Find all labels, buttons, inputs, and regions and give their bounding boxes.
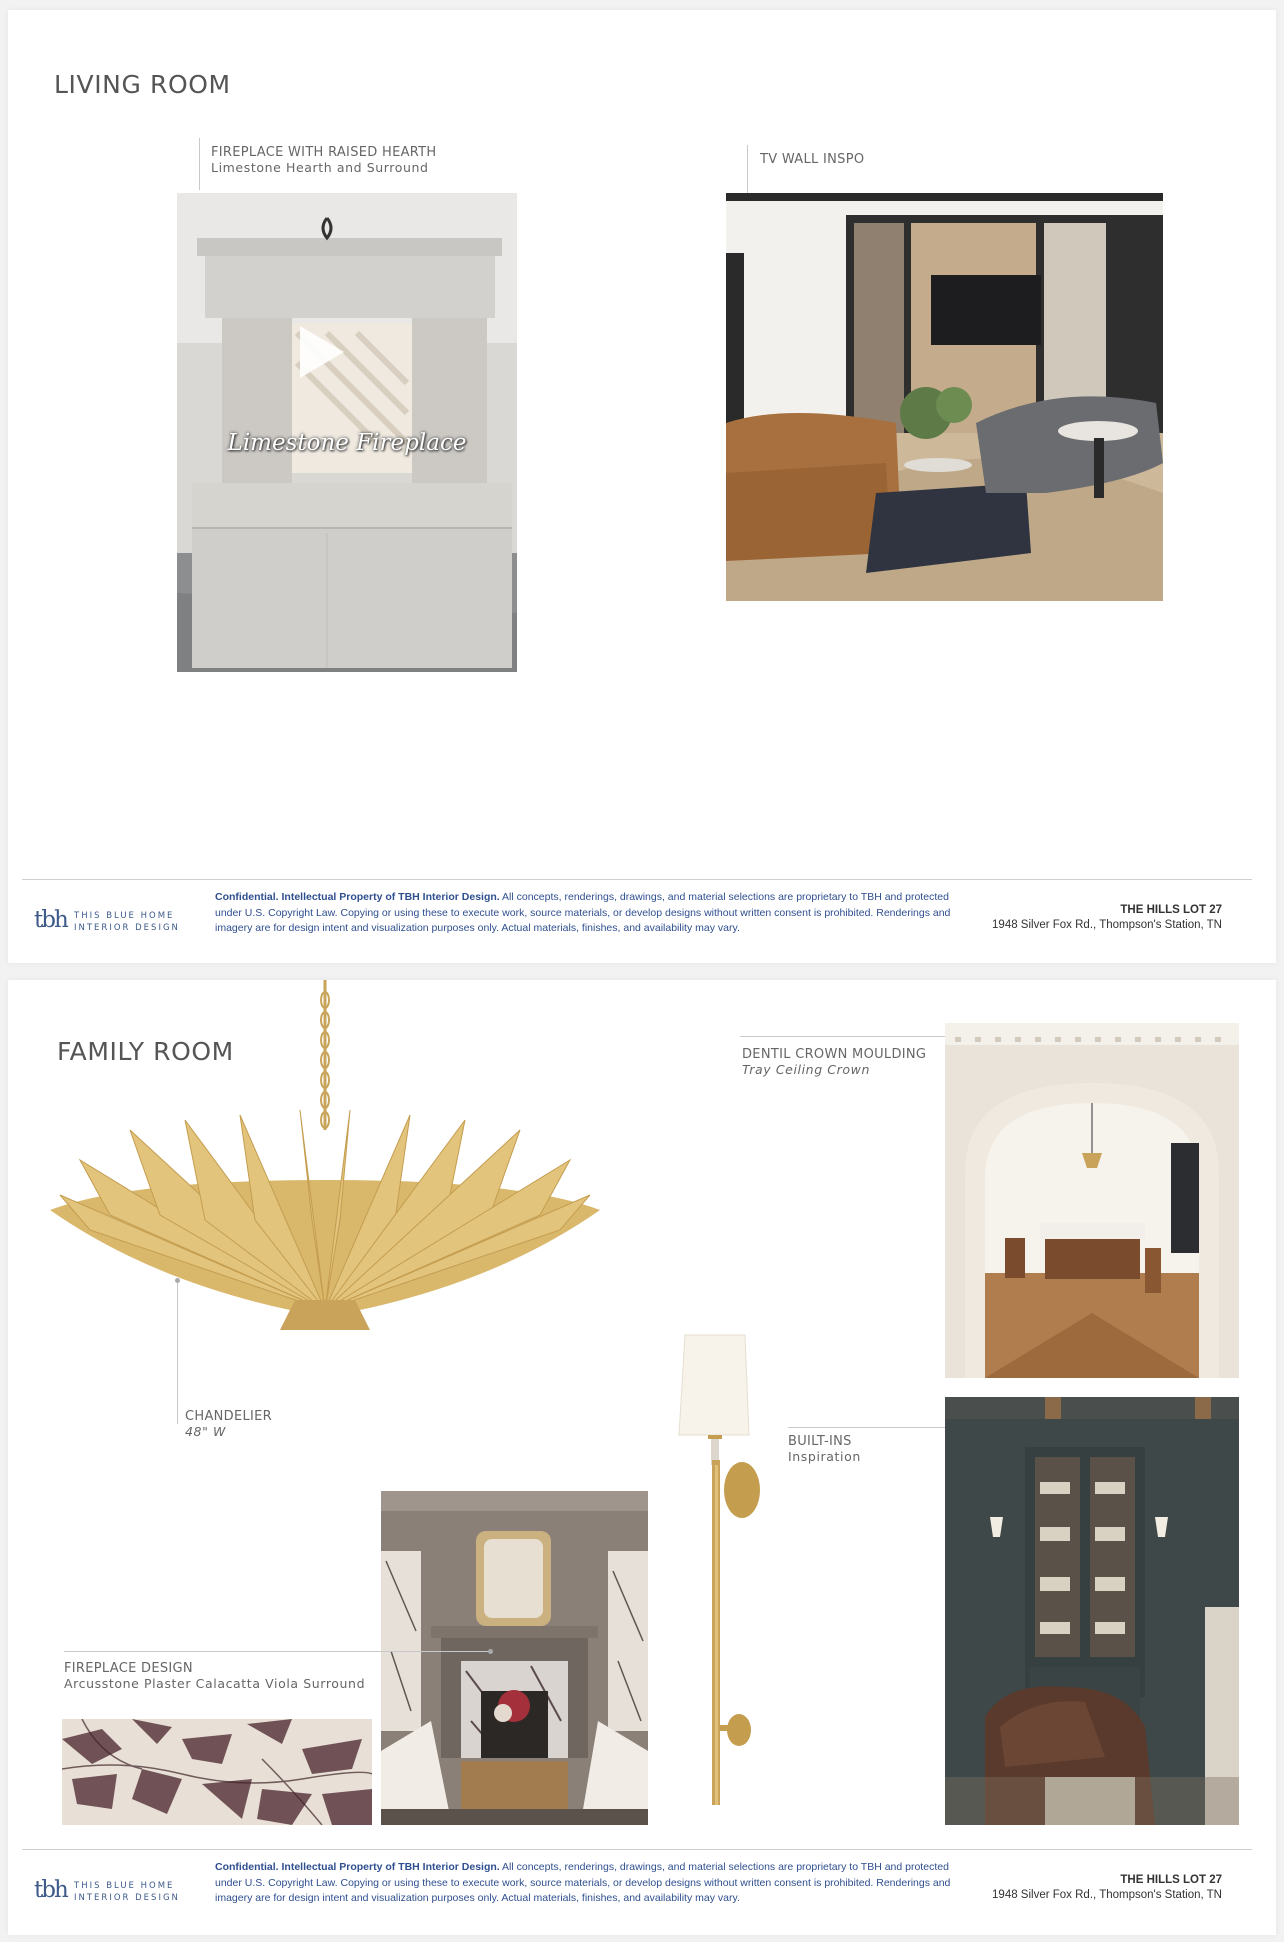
living-room-page	[8, 10, 1276, 963]
family-room-page	[8, 980, 1276, 1935]
legal-notice-text: All concepts, renderings, drawings, and material selections are proprietary to TBH and protected under U.S. Copyright Law. Copying or using these to execute work, source materials, or develop designs without written consent is prohibited. Renderings and imagery are for design intent and visualization purposes only. Actual materials, finishes, and availability may vary.	[215, 891, 951, 934]
page-footer	[8, 879, 1276, 949]
crown-moulding-label-title: DENTIL CROWN MOULDING	[742, 1047, 927, 1062]
crown-moulding-label	[742, 1047, 926, 1077]
video-overlay-caption: Limestone Fireplace	[227, 430, 467, 456]
legal-notice	[215, 1860, 975, 1907]
built-ins-image	[945, 1397, 1239, 1825]
built-ins-photo	[945, 1397, 1239, 1825]
project-address: 1948 Silver Fox Rd., Thompson's Station, TN	[992, 1889, 1222, 1901]
tv-wall-label: TV WALL INSPO	[760, 152, 865, 167]
footer-divider	[22, 879, 1252, 880]
brand-wordmark	[74, 1880, 180, 1904]
chandelier-label-title: CHANDELIER	[185, 1409, 273, 1424]
brand-mark: tbh	[34, 907, 67, 933]
calacatta-viola-swatch	[62, 1719, 372, 1825]
fireplace-design-image	[381, 1491, 648, 1825]
brand-line-1: THIS BLUE HOME	[74, 911, 175, 921]
brand-mark: tbh	[34, 1877, 67, 1903]
footer-divider	[22, 1849, 1252, 1850]
project-address: 1948 Silver Fox Rd., Thompson's Station, TN	[992, 919, 1222, 931]
callout-line	[199, 138, 200, 190]
built-ins-label	[788, 1434, 861, 1464]
marble-swatch-image	[62, 1719, 372, 1825]
chandelier-photo	[50, 980, 600, 1380]
fireplace-design-label	[64, 1661, 365, 1691]
tv-wall-image	[726, 193, 1163, 601]
fireplace-label-title: FIREPLACE WITH RAISED HEARTH	[211, 145, 437, 160]
crown-moulding-photo	[945, 1023, 1239, 1378]
project-name: THE HILLS LOT 27	[1120, 1874, 1222, 1886]
brand-line-1: THIS BLUE HOME	[74, 1881, 175, 1891]
fireplace-video[interactable]	[177, 193, 517, 672]
crown-moulding-image	[945, 1023, 1239, 1378]
chandelier-label-sub: 48" W	[185, 1424, 226, 1439]
callout-line	[177, 1280, 178, 1424]
brand-line-2: INTERIOR DESIGN	[74, 923, 180, 933]
fireplace-label	[211, 145, 437, 175]
fireplace-label-sub: Limestone Hearth and Surround	[211, 160, 429, 175]
brand-wordmark	[74, 910, 180, 934]
wall-sconce-photo	[675, 1330, 775, 1815]
brand-line-2: INTERIOR DESIGN	[74, 1893, 180, 1903]
play-icon[interactable]	[300, 326, 344, 378]
fireplace-design-photo	[381, 1491, 648, 1825]
callout-dot	[488, 1649, 493, 1654]
callout-line	[64, 1651, 492, 1652]
callout-line	[740, 1036, 972, 1037]
wall-sconce-image	[675, 1330, 775, 1815]
legal-notice	[215, 890, 975, 937]
page-title: LIVING ROOM	[54, 70, 231, 99]
chandelier-label	[185, 1409, 272, 1439]
tv-wall-photo	[726, 193, 1163, 601]
legal-notice-bold: Confidential. Intellectual Property of TBH Interior Design.	[215, 1861, 500, 1873]
crown-moulding-label-sub: Tray Ceiling Crown	[742, 1062, 870, 1077]
built-ins-label-sub: Inspiration	[788, 1449, 861, 1464]
legal-notice-bold: Confidential. Intellectual Property of TBH Interior Design.	[215, 891, 500, 903]
project-info	[992, 1873, 1222, 1903]
brand-logo	[34, 1877, 184, 1903]
built-ins-label-title: BUILT-INS	[788, 1434, 852, 1449]
project-info	[992, 903, 1222, 933]
legal-notice-text: All concepts, renderings, drawings, and material selections are proprietary to TBH and protected under U.S. Copyright Law. Copying or using these to execute work, source materials, or develop designs without written consent is prohibited. Renderings and imagery are for design intent and visualization purposes only. Actual materials, finishes, and availability may vary.	[215, 1861, 951, 1904]
page-title: FAMILY ROOM	[57, 1037, 234, 1066]
brand-logo	[34, 907, 184, 933]
callout-dot	[175, 1278, 180, 1283]
fireplace-design-label-title: FIREPLACE DESIGN	[64, 1661, 193, 1676]
page-footer	[8, 1849, 1276, 1919]
fireplace-design-label-sub: Arcusstone Plaster Calacatta Viola Surround	[64, 1676, 366, 1691]
chandelier-image	[50, 980, 600, 1380]
project-name: THE HILLS LOT 27	[1120, 904, 1222, 916]
